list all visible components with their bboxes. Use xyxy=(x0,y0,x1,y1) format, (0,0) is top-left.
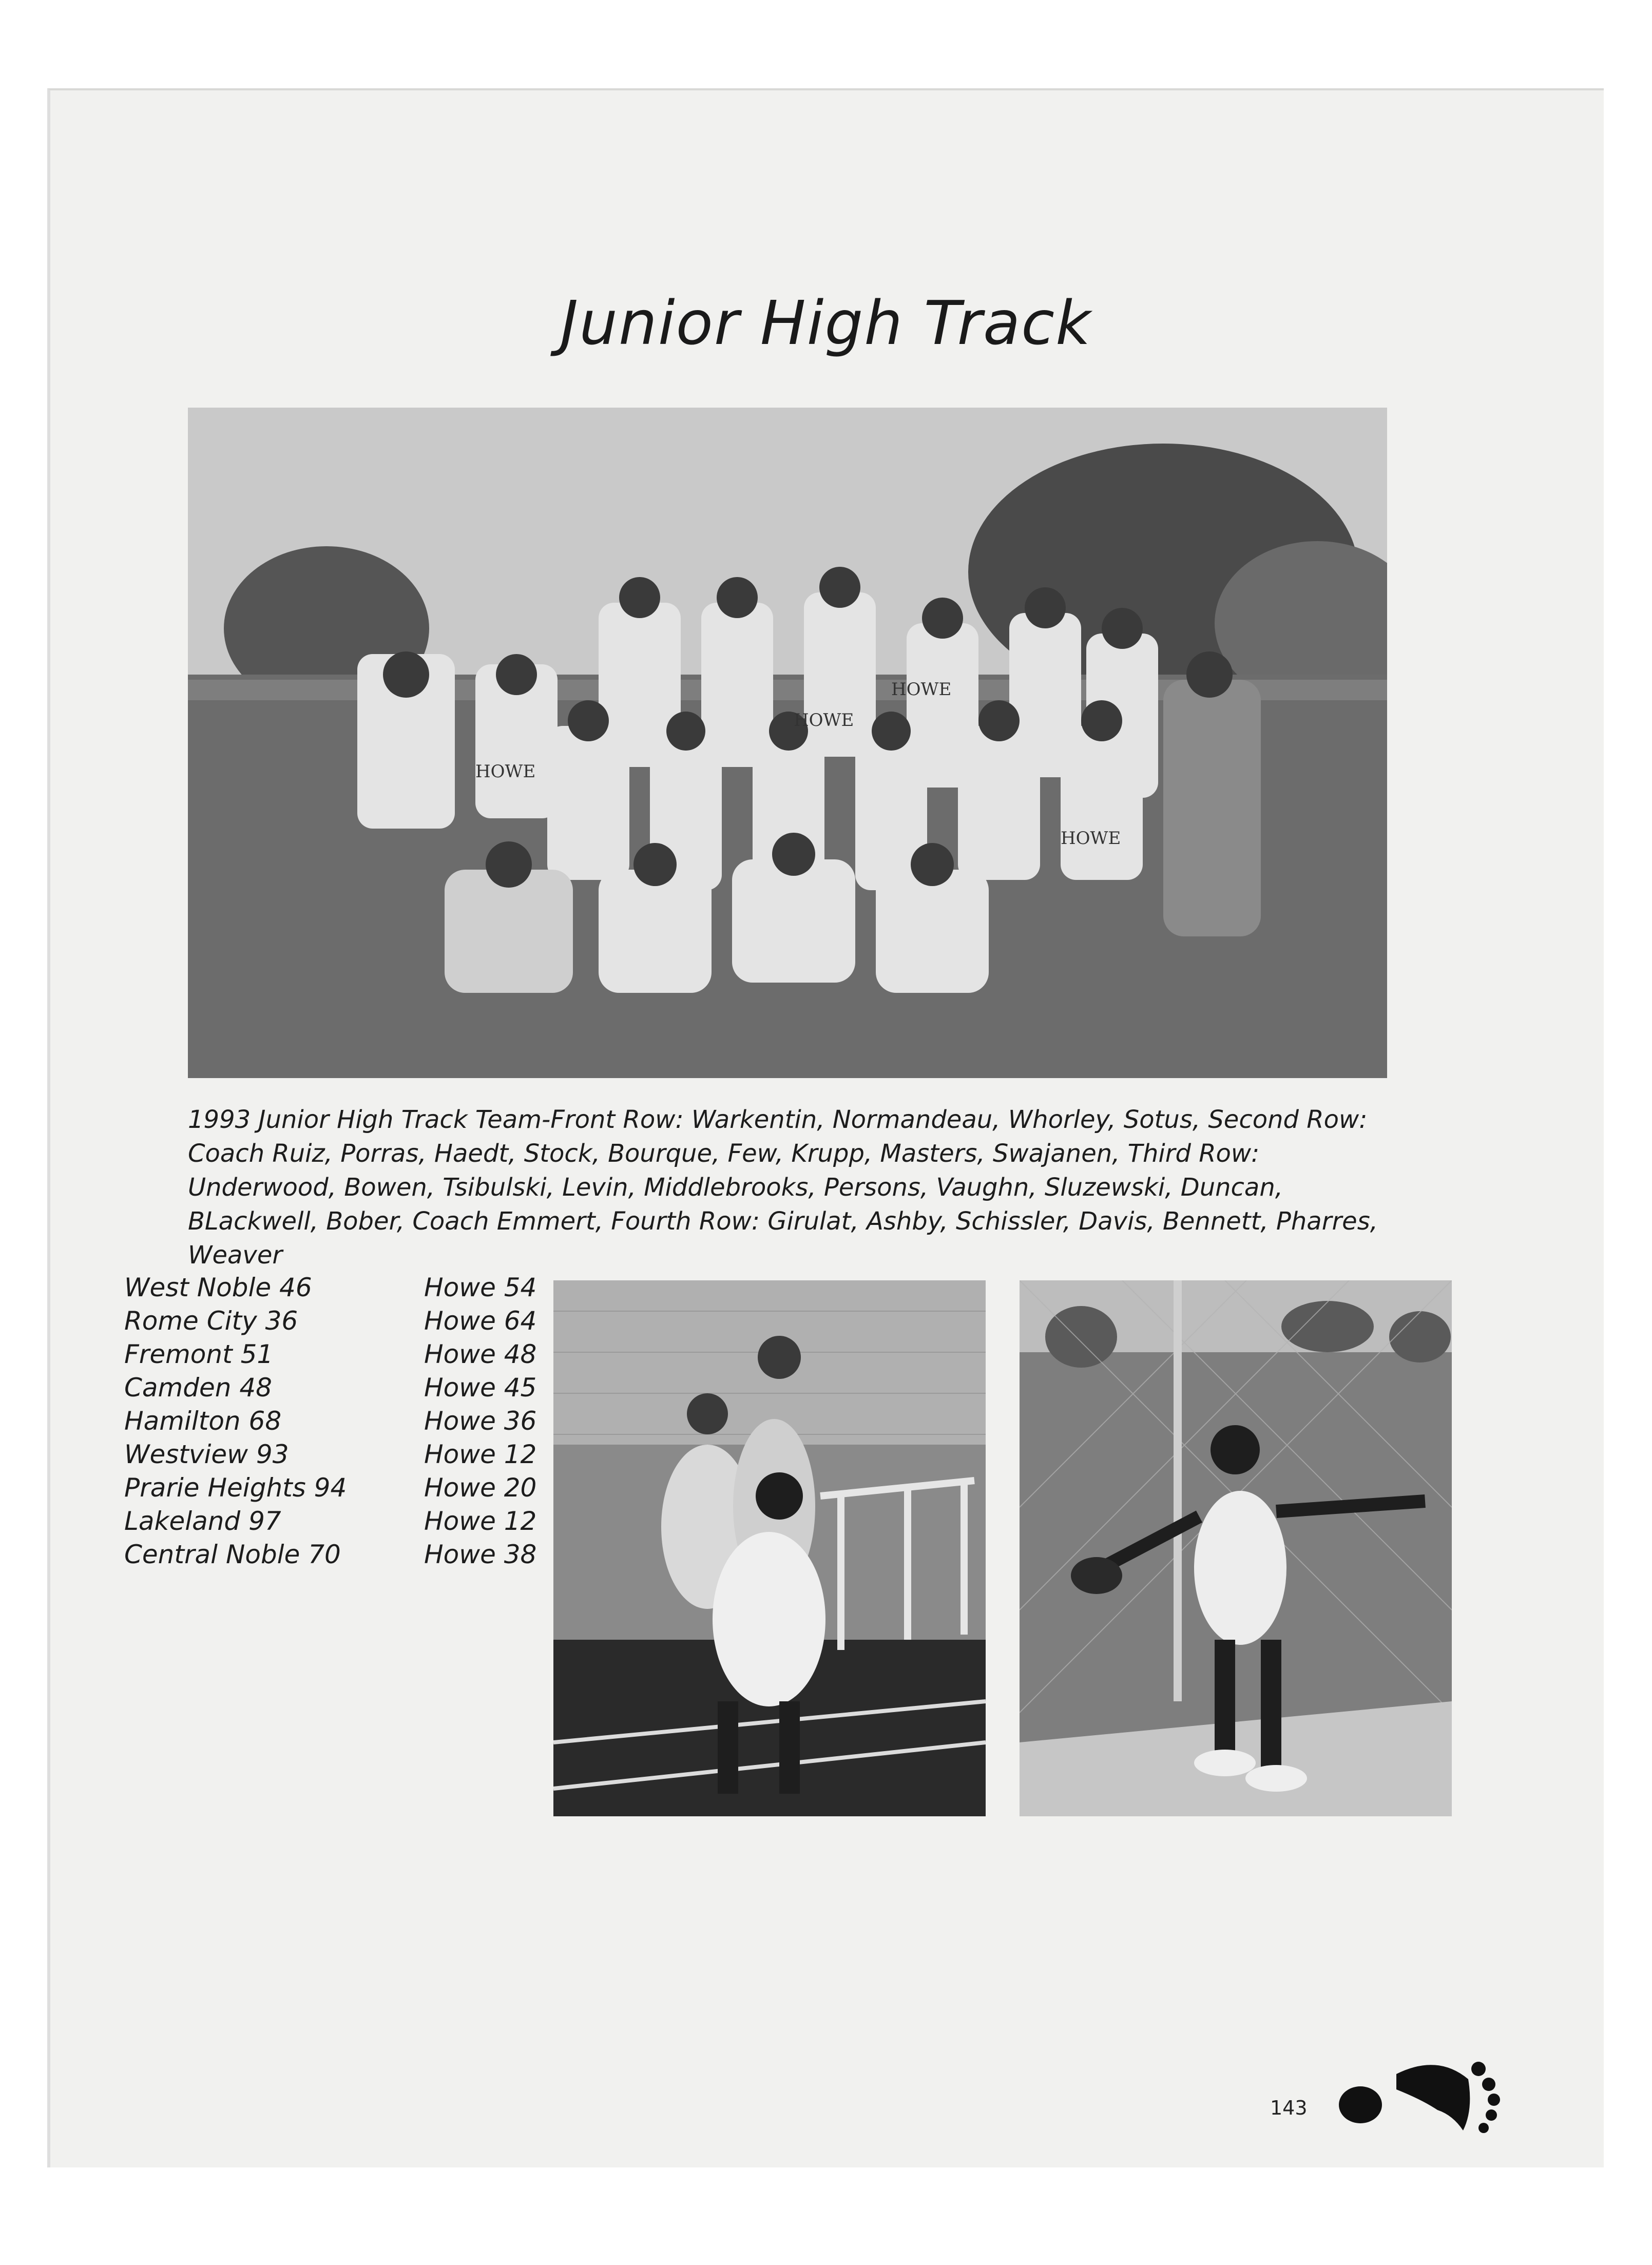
team-photo-jersey-text: HOWE xyxy=(794,710,854,731)
discus-photo xyxy=(1020,1280,1452,1816)
score-howe: Howe 48 xyxy=(424,1339,537,1369)
score-howe: Howe 45 xyxy=(424,1373,537,1403)
footprint-icon xyxy=(1335,2048,1520,2136)
opponent-scores-list xyxy=(124,1271,347,1571)
score-howe: Howe 54 xyxy=(424,1273,537,1302)
score-opponent: Westview 93 xyxy=(124,1439,289,1469)
score-howe: Howe 12 xyxy=(424,1439,537,1469)
score-howe: Howe 20 xyxy=(424,1473,537,1503)
score-opponent: Hamilton 68 xyxy=(124,1406,282,1436)
score-opponent: Lakeland 97 xyxy=(124,1506,281,1536)
team-photo-caption: 1993 Junior High Track Team-Front Row: Warkentin, Normandeau, Whorley, Sotus, Second Row: Coach Ruiz, Porras, Haedt, Stock, Bourque, Few, Krupp, Masters, Swajanen, Third Row: Underwood, Bowen, Tsibulski, Levin, Middlebrooks, Persons, Vaughn, Sluzewski, Duncan, BLackwell, Bober, Coach Emmert, Fourth Row: Girulat, Ashby, Schissler, Davis, Bennett, Pharres, Weaver xyxy=(188,1105,1378,1270)
score-howe: Howe 64 xyxy=(424,1306,537,1336)
score-opponent: Rome City 36 xyxy=(124,1306,298,1336)
score-opponent: West Noble 46 xyxy=(124,1273,312,1302)
team-photo-jersey-text: HOWE xyxy=(891,679,952,700)
score-opponent: Prarie Heights 94 xyxy=(124,1473,347,1503)
score-opponent: Central Noble 70 xyxy=(124,1540,341,1569)
howe-scores-list xyxy=(424,1271,536,1571)
score-opponent: Camden 48 xyxy=(124,1373,272,1403)
score-howe: Howe 36 xyxy=(424,1406,537,1436)
score-howe: Howe 12 xyxy=(424,1506,537,1536)
relay-photo xyxy=(553,1280,986,1816)
team-photo xyxy=(188,408,1387,1078)
score-howe: Howe 38 xyxy=(424,1540,537,1569)
score-opponent: Fremont 51 xyxy=(124,1339,274,1369)
page-title: Junior High Track xyxy=(560,287,1092,358)
team-photo-jersey-text: HOWE xyxy=(475,761,536,782)
page-number: 143 xyxy=(1270,2097,1308,2119)
team-photo-jersey-text: HOWE xyxy=(1061,828,1121,849)
